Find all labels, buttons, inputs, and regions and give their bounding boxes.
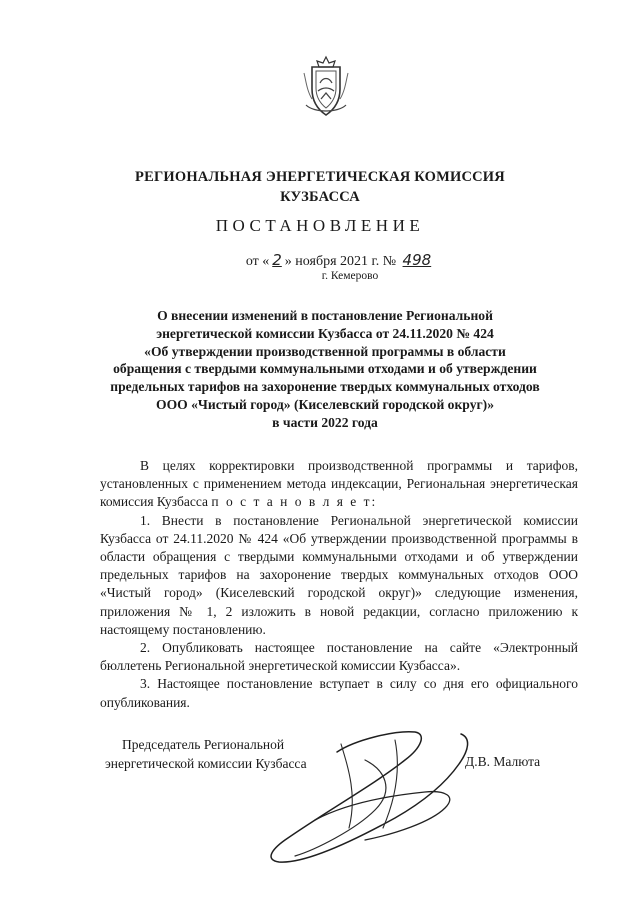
title-line: предельных тарифов на захоронение твердых коммунальных отходов (110, 379, 540, 395)
position-line1: Председатель Региональной (122, 737, 285, 752)
item-2-paragraph: 2. Опубликовать настоящее постановление на сайте «Электронный бюллетень Региональной энергетической комиссии Кузбасса». (100, 640, 578, 674)
kuzbass-coat-of-arms-icon (300, 55, 352, 119)
handwritten-signature (245, 700, 485, 870)
document-body (100, 457, 578, 712)
preamble-text: В целях корректировки производственной программы и тарифов, установленных с применением метода индексации, Региональная энергетическая комиссия Кузбасса (100, 458, 578, 510)
decree-word: п о с т а н о в л я е т: (211, 494, 378, 510)
document-title (80, 307, 570, 432)
title-line: ООО «Чистый город» (Киселевский городской округ)» (156, 396, 494, 412)
position-line2: энергетической комиссии Кузбасса (105, 755, 307, 771)
organization-name-line2: КУЗБАССА (280, 189, 360, 205)
document-type: ПОСТАНОВЛЕНИЕ (215, 216, 425, 235)
signatory-name: Д.В. Малюта (465, 754, 541, 769)
city: г. Кемерово (321, 270, 379, 282)
document-date-line (210, 251, 470, 270)
title-line: «Об утверждении производственной программы в области (144, 343, 506, 359)
date-month-year: » ноября 2021 г. № (284, 254, 397, 269)
title-line: обращения с твердыми коммунальными отходами и об утверждении (113, 361, 537, 377)
item-3-paragraph: 3. Настоящее постановление вступает в силу со дня его официального опубликования. (100, 676, 578, 710)
title-line: О внесении изменений в постановление Региональной (157, 308, 493, 323)
preamble-paragraph (100, 457, 578, 512)
document-number: 498 (402, 251, 432, 269)
title-line: энергетической комиссии Кузбасса от 24.11.2020 № 424 (156, 325, 494, 341)
organization-name-line1: РЕГИОНАЛЬНАЯ ЭНЕРГЕТИЧЕСКАЯ КОМИССИЯ (135, 169, 505, 185)
title-line: в части 2022 года (272, 414, 378, 430)
item-1-paragraph: 1. Внести в постановление Региональной энергетической комиссии Кузбасса от 24.11.2020 № 424 «Об утверждении производственной программы в области обращения с твердыми коммунальными отходами и об утверждении предельных тарифов на захоронение твердых коммунальных отходов ООО «Чистый город» (Киселевский городской округ)» следующие изменения, приложения № 1, 2 изложить в новой редакции, согласно приложению к настоящему постановлению. (100, 512, 578, 637)
date-prefix: от « (245, 254, 270, 269)
date-day: 2 (272, 251, 282, 269)
